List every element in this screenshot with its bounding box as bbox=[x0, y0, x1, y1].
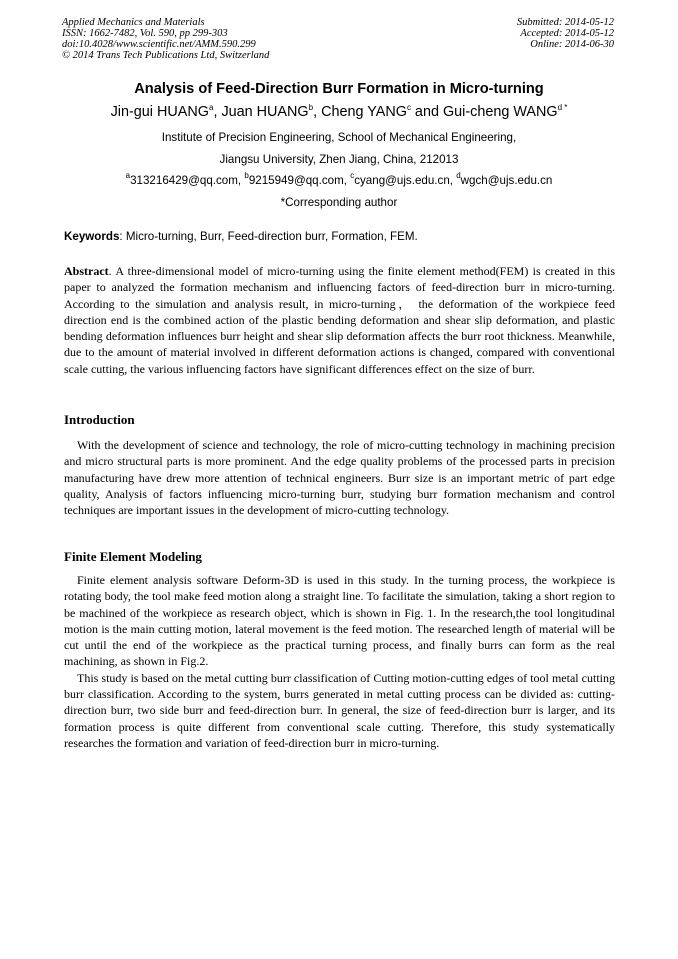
introduction-paragraph: With the development of science and technology, the role of micro-cutting technology in machining precision and micro structural parts is more prominent. And the edge quality problems of the processed parts in precision manufacturing have drew more attention of technical engineers. Burr size is an important metric of part edge quality, Analysis of factors influencing micro-turning burr, studying burr formation mechanism and control techniques are important issues in the development of micro-cutting technology. bbox=[64, 438, 615, 518]
keywords-text: : Micro-turning, Burr, Feed-direction burr, Formation, FEM. bbox=[119, 230, 418, 243]
email-link[interactable]: 9215949@qq.com bbox=[248, 174, 344, 187]
author-separator: and bbox=[410, 104, 443, 120]
author-sup: d * bbox=[557, 103, 568, 112]
affiliation-line-1: Institute of Precision Engineering, School of Mechanical Engineering, bbox=[161, 131, 517, 144]
author-sup: b bbox=[308, 103, 314, 112]
journal-doi[interactable]: doi:10.4028/www.scientific.net/AMM.590.299 bbox=[62, 39, 256, 50]
journal-name: Applied Mechanics and Materials bbox=[62, 17, 205, 28]
journal-issn: ISSN: 1662-7482, Vol. 590, pp 299-303 bbox=[62, 28, 228, 39]
fem-section bbox=[64, 572, 615, 751]
author-name: Jin-gui HUANG bbox=[110, 104, 209, 120]
email-separator: , bbox=[449, 174, 457, 187]
online-date: Online: 2014-06-30 bbox=[530, 39, 614, 50]
author-name: Juan HUANG bbox=[221, 104, 309, 120]
introduction-heading: Introduction bbox=[64, 412, 135, 427]
keywords bbox=[64, 230, 616, 243]
email-link[interactable]: wgch@ujs.edu.cn bbox=[460, 174, 553, 187]
email-sup: d bbox=[456, 171, 461, 180]
email-separator: , bbox=[237, 174, 245, 187]
abstract bbox=[64, 263, 615, 377]
email-link[interactable]: cyang@ujs.edu.cn bbox=[354, 174, 450, 187]
journal-copyright: © 2014 Trans Tech Publications Ltd, Switzerland bbox=[62, 50, 270, 61]
author-separator: , bbox=[313, 104, 322, 120]
email-separator: , bbox=[343, 174, 351, 187]
email-sup: c bbox=[350, 171, 355, 180]
paper-title: Analysis of Feed-Direction Burr Formation in Micro-turning bbox=[134, 81, 544, 97]
fem-heading: Finite Element Modeling bbox=[64, 549, 202, 564]
author-sup: a bbox=[208, 103, 214, 112]
affiliation-line-2: Jiangsu University, Zhen Jiang, China, 212013 bbox=[219, 153, 459, 166]
publication-dates bbox=[517, 17, 614, 50]
accepted-date: Accepted: 2014-05-12 bbox=[520, 28, 614, 39]
keywords-label: Keywords bbox=[64, 230, 120, 243]
submitted-date: Submitted: 2014-05-12 bbox=[516, 17, 614, 28]
author-sup: c bbox=[406, 103, 411, 112]
corresponding-author-note: *Corresponding author bbox=[280, 196, 398, 209]
author-list bbox=[0, 104, 678, 120]
author-name: Cheng YANG bbox=[321, 104, 407, 120]
email-sup: b bbox=[244, 171, 249, 180]
author-separator: , bbox=[213, 104, 222, 120]
email-sup: a bbox=[125, 171, 131, 180]
abstract-text: . A three-dimensional model of micro-turning using the finite element method(FEM) is created in this paper to analyzed the formation mechanism and influencing factors of feed-direction burr in micro-turning. According to the simulation and analysis result, in micro-turning， the deformation of the workpiece feed direction end is the combined action of the plastic bending deformation and shear slip deformation, and plastic bending deformation influences burr height and shear slip deformation affects the burr root thickness. Meanwhile, due to the amount of material involved in different deformation actions is changed, compared with conventional scale cutting, the various influencing factors have significant differences effect on the size of burr. bbox=[64, 264, 615, 376]
author-emails bbox=[0, 171, 678, 187]
abstract-label: Abstract bbox=[64, 264, 109, 278]
fem-paragraph: This study is based on the metal cutting burr classification of Cutting motion-cutting edges of tool metal cutting burr classification. According to the system, burrs generated in metal cutting process can be divided as: cutting-direction burr, two side burr and feed-direction burr. In general, the size of feed-direction burr is larger, and its formation process is quite different from conventional scale cutting. Therefore, this study systematically researches the formation and variation of feed-direction burr in micro-turning. bbox=[64, 670, 615, 750]
author-name: Gui-cheng WANG bbox=[442, 104, 558, 120]
introduction-section bbox=[64, 437, 615, 518]
email-link[interactable]: 313216429@qq.com bbox=[130, 174, 238, 187]
journal-info bbox=[62, 17, 269, 61]
fem-paragraph: Finite element analysis software Deform-3D is used in this study. In the turning process, the workpiece is rotating body, the tool make feed motion along a straight line. To facilitate the simulation, taking a short region to be machined of the workpiece as research object, which is shown in Fig. 1. In the research,the tool longitudinal motion is the main cutting motion, lateral movement is the feed motion. The researched length of material will be cut until the end of the workpiece as the practical turning process, and finally burrs can form as the real machining, as shown in Fig.2. bbox=[64, 573, 615, 669]
